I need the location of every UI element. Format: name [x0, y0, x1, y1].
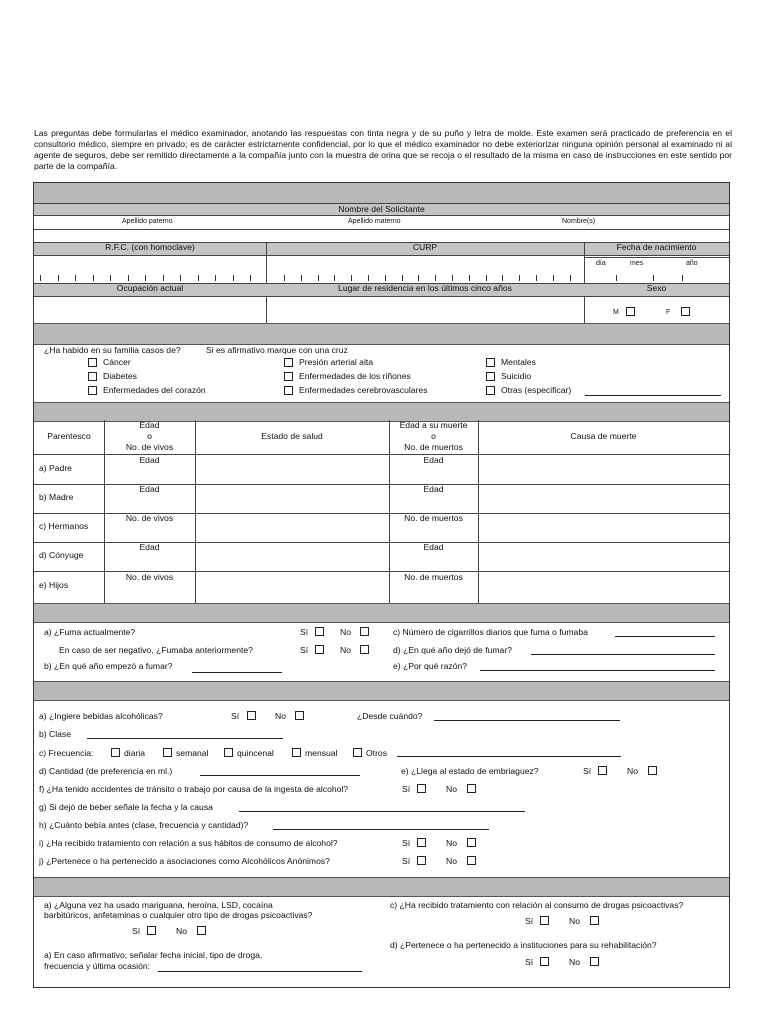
frequency-checkbox[interactable]	[292, 748, 301, 757]
alcohol-q-since: ¿Desde cuándo?	[357, 711, 423, 721]
alcohol-g-line[interactable]	[239, 811, 525, 812]
medical-form	[33, 182, 730, 988]
drugs-a-no-label: No	[176, 926, 187, 936]
col-header-edad-muerte-3: No. de muertos	[404, 442, 463, 452]
label-mes: mes	[630, 260, 644, 267]
curp-tick	[536, 275, 537, 281]
smoking-a2-no-checkbox[interactable]	[360, 645, 369, 654]
relative-right-hint: Edad	[423, 455, 444, 465]
curp-tick	[301, 275, 302, 281]
date-subheader-line	[584, 257, 729, 258]
family-history-checkbox[interactable]	[486, 372, 495, 381]
alcohol-e-no-checkbox[interactable]	[648, 766, 657, 775]
curp-tick	[402, 275, 403, 281]
curp-tick	[334, 275, 335, 281]
drugs-a-no-checkbox[interactable]	[197, 926, 206, 935]
label-apellido-paterno: Apellido paterno	[122, 218, 173, 225]
drugs-d-no-label: No	[569, 957, 580, 967]
frequency-option-label: quincenal	[237, 748, 274, 758]
drugs-c-si-checkbox[interactable]	[540, 916, 549, 925]
family-history-checkbox[interactable]	[284, 358, 293, 367]
family-history-option: Diabetes	[103, 371, 137, 381]
alcohol-a-si-checkbox[interactable]	[247, 711, 256, 720]
drugs-c-no-label: No	[569, 916, 580, 926]
alcohol-a-no-checkbox[interactable]	[295, 711, 304, 720]
rfc-tick	[163, 275, 164, 281]
curp-tick	[570, 275, 571, 281]
label-apellido-materno: Apellido materno	[348, 218, 401, 225]
section-band-smoking	[34, 603, 729, 623]
smoking-a-si-checkbox[interactable]	[315, 627, 324, 636]
sexo-f-checkbox[interactable]	[681, 307, 690, 316]
rfc-tick	[250, 275, 251, 281]
alcohol-since-line[interactable]	[434, 720, 620, 721]
label-sexo-m: M	[613, 309, 619, 316]
smoking-a-si-label: Sí	[300, 627, 309, 637]
alcohol-a-no-label: No	[275, 711, 286, 721]
curp-tick	[469, 275, 470, 281]
alcohol-q-e: e) ¿Llega al estado de embriaguez?	[401, 766, 539, 776]
smoking-q-b: b) ¿En qué año empezó a fumar?	[44, 661, 173, 671]
family-history-option: Enfermedades cerebrovasculares	[299, 385, 428, 395]
intro-paragraph: Las preguntas debe formularlas el médico examinador, anotando las respuestas con tinta negra y de su puño y letra de molde. Este examen será practicado de preferencia en el consultorio médico, siempre en privado; es de carácter estrictamente confidencial, por lo que el médico examinador no debe exteriorizar ninguna opinión personal al examinado ni al agente de seguros, debe ser remitido directamente a la compañía junto con la muestra de orina que se recoja o el resultado de la misma en caso de instrucciones en este sentido por parte de la compañía.	[34, 128, 732, 171]
section-band-family	[34, 323, 729, 345]
relative-row-label: e) Hijos	[39, 580, 69, 590]
rfc-tick	[58, 275, 59, 281]
col-header-causa-muerte: Causa de muerte	[570, 431, 637, 441]
label-rfc: R.F.C. (con homoclave)	[105, 242, 195, 252]
drugs-q-a-2: barbitúricos, anfetaminas o cualquier otro tipo de drogas psicoactivas?	[44, 910, 313, 920]
smoking-a2-si-checkbox[interactable]	[315, 645, 324, 654]
family-history-checkbox[interactable]	[88, 358, 97, 367]
drugs-q-d: d) ¿Pertenece o ha pertenecido a instituciones para su rehabilitación?	[390, 940, 657, 950]
label-nombres: Nombre(s)	[562, 218, 596, 225]
curp-tick	[318, 275, 319, 281]
alcohol-d-line[interactable]	[200, 775, 360, 776]
alcohol-a-si-label: Sí	[231, 711, 240, 721]
drugs-q-c: c) ¿Ha recibido tratamiento con relación al consumo de drogas psicoactivas?	[390, 900, 684, 910]
smoking-a-no-label: No	[340, 627, 351, 637]
curp-tick	[351, 275, 352, 281]
alcohol-j-si-checkbox[interactable]	[417, 856, 426, 865]
drugs-q-b-1: a) En caso afirmativo; señalar fecha inicial, tipo de droga,	[44, 950, 263, 960]
label-sexo: Sexo	[646, 283, 667, 293]
curp-tick	[368, 275, 369, 281]
col-header-edad-muerte-2: o	[431, 431, 436, 441]
relative-right-hint: No. de muertos	[404, 513, 463, 523]
family-history-option: Suicidio	[501, 371, 532, 381]
rfc-tick	[93, 275, 94, 281]
curp-tick	[284, 275, 285, 281]
curp-tick	[435, 275, 436, 281]
alcohol-b-line[interactable]	[87, 738, 283, 739]
smoking-q-d: d) ¿En qué año dejó de fumar?	[393, 645, 512, 655]
relative-row-label: a) Padre	[39, 463, 72, 473]
frequency-option-label: Otros	[366, 748, 388, 758]
alcohol-q-f: f) ¿Ha tenido accidentes de tránsito o trabajo por causa de la ingesta de alcohol?	[39, 784, 349, 794]
relative-row-label: c) Hermanos	[39, 521, 89, 531]
alcohol-q-a: a) ¿Ingiere bebidas alcohólicas?	[39, 711, 163, 721]
family-history-checkbox[interactable]	[88, 386, 97, 395]
col-header-parentesco: Parentesco	[47, 431, 91, 441]
curp-tick	[553, 275, 554, 281]
relative-row-label: b) Madre	[39, 492, 74, 502]
col-header-edad-3: No. de vivos	[125, 442, 174, 452]
rfc-tick	[75, 275, 76, 281]
alcohol-j-no-label: No	[446, 856, 457, 866]
curp-tick	[502, 275, 503, 281]
smoking-a-no-checkbox[interactable]	[360, 627, 369, 636]
alcohol-e-si-label: Sí	[583, 766, 592, 776]
relative-left-hint: No. de vivos	[125, 572, 174, 582]
smoking-e-line[interactable]	[480, 670, 715, 671]
label-ano: año	[686, 260, 698, 267]
drugs-a-si-label: Sí	[132, 926, 141, 936]
curp-tick	[486, 275, 487, 281]
label-residencia: Lugar de residencia en los últimos cinco años	[338, 283, 512, 293]
alcohol-q-d: d) Cantidad (de preferencia en ml.)	[39, 766, 173, 776]
rfc-tick	[110, 275, 111, 281]
alcohol-i-si-checkbox[interactable]	[417, 838, 426, 847]
label-dia: día	[596, 260, 606, 267]
family-history-checkbox[interactable]	[486, 358, 495, 367]
frequency-option-label: semanal	[176, 748, 209, 758]
drugs-d-no-checkbox[interactable]	[590, 957, 599, 966]
relative-right-hint: Edad	[423, 484, 444, 494]
family-history-option: Otras (especificar)	[501, 385, 572, 395]
alcohol-f-si-label: Sí	[402, 784, 411, 794]
family-history-checkbox[interactable]	[284, 386, 293, 395]
family-history-checkbox[interactable]	[88, 372, 97, 381]
alcohol-e-si-checkbox[interactable]	[598, 766, 607, 775]
alcohol-q-b: b) Clase	[39, 729, 71, 739]
alcohol-j-no-checkbox[interactable]	[467, 856, 476, 865]
section-band-relatives	[34, 402, 729, 422]
family-history-checkbox[interactable]	[486, 386, 495, 395]
drugs-q-b-2: frecuencia y última ocasión:	[44, 961, 151, 971]
section-band-drugs	[34, 877, 729, 897]
frequency-option-label: mensual	[305, 748, 338, 758]
relative-left-hint: Edad	[139, 542, 160, 552]
smoking-q-a2: En caso de ser negativo, ¿Fumaba anteriormente?	[59, 645, 253, 655]
alcohol-i-no-checkbox[interactable]	[467, 838, 476, 847]
col-header-estado-salud: Estado de salud	[261, 431, 323, 441]
smoking-a2-si-label: Sí	[300, 645, 309, 655]
curp-tick	[452, 275, 453, 281]
alcohol-j-si-label: Sí	[402, 856, 411, 866]
alcohol-q-c: c) Frecuencia:	[39, 748, 94, 758]
date-tick	[682, 275, 683, 281]
curp-tick	[519, 275, 520, 281]
family-history-option: Presión arterial alta	[299, 357, 374, 367]
rfc-tick	[233, 275, 234, 281]
alcohol-q-i: i) ¿Ha recibido tratamiento con relación a sus hábitos de consumo de alcohol?	[39, 838, 338, 848]
family-history-option: Cáncer	[103, 357, 131, 367]
rfc-tick	[180, 275, 181, 281]
sexo-m-checkbox[interactable]	[626, 307, 635, 316]
drugs-q-a-1: a) ¿Alguna vez ha usado mariguana, heroína, LSD, cocaína	[44, 900, 273, 910]
rfc-tick	[40, 275, 41, 281]
family-history-option: Mentales	[501, 357, 536, 367]
relative-left-hint: Edad	[139, 484, 160, 494]
smoking-b-line[interactable]	[192, 672, 282, 673]
relative-right-hint: Edad	[423, 542, 444, 552]
family-history-checkbox[interactable]	[284, 372, 293, 381]
alcohol-h-line[interactable]	[273, 829, 489, 830]
col-header-edad-muerte-1: Edad a su muerte	[399, 420, 468, 430]
drugs-a-si-checkbox[interactable]	[147, 926, 156, 935]
label-fecha-nacimiento: Fecha de nacimiento	[616, 242, 697, 252]
frequency-option-label: diaria	[124, 748, 146, 758]
smoking-a2-no-label: No	[340, 645, 351, 655]
smoking-d-line[interactable]	[531, 654, 715, 655]
relative-left-hint: No. de vivos	[125, 513, 174, 523]
smoking-q-e: e) ¿Por qué razón?	[393, 661, 468, 671]
alcohol-i-no-label: No	[446, 838, 457, 848]
alcohol-q-j: j) ¿Pertenece o ha pertenecido a asociaciones como Alcohólicos Anónimos?	[39, 856, 330, 866]
curp-tick	[418, 275, 419, 281]
alcohol-f-no-label: No	[446, 784, 457, 794]
frequency-checkbox[interactable]	[163, 748, 172, 757]
curp-tick	[385, 275, 386, 281]
relative-left-hint: Edad	[139, 455, 160, 465]
family-instruction: Si es afirmativo marque con una cruz	[206, 345, 348, 355]
relative-right-hint: No. de muertos	[404, 572, 463, 582]
date-tick	[653, 275, 654, 281]
family-history-option: Enfermedades de los riñones	[299, 371, 411, 381]
alcohol-f-no-checkbox[interactable]	[467, 784, 476, 793]
alcohol-f-si-checkbox[interactable]	[417, 784, 426, 793]
alcohol-q-h: h) ¿Cuánto bebía antes (clase, frecuencia y cantidad)?	[39, 820, 249, 830]
frequency-checkbox[interactable]	[224, 748, 233, 757]
rfc-tick	[145, 275, 146, 281]
col-header-edad-2: o	[147, 431, 152, 441]
drugs-c-si-label: Sí	[525, 916, 534, 926]
drugs-b-line[interactable]	[158, 971, 362, 972]
alcohol-i-si-label: Sí	[402, 838, 411, 848]
smoking-c-line[interactable]	[615, 636, 715, 637]
drugs-d-si-label: Sí	[525, 957, 534, 967]
otras-specify-line[interactable]	[585, 395, 721, 396]
relative-row-label: d) Cónyuge	[39, 550, 84, 560]
section-band-alcohol	[34, 681, 729, 701]
label-ocupacion: Ocupación actual	[116, 283, 184, 293]
smoking-q-a: a) ¿Fuma actualmente?	[44, 627, 136, 637]
frequency-checkbox[interactable]	[111, 748, 120, 757]
section-band-applicant	[34, 183, 729, 204]
label-curp: CURP	[412, 242, 438, 252]
alcohol-otros-line[interactable]	[397, 756, 621, 757]
alcohol-q-g: g) Si dejó de beber señale la fecha y la causa	[39, 802, 213, 812]
date-tick	[616, 275, 617, 281]
applicant-name-header: Nombre del Solicitante	[34, 203, 729, 216]
rfc-tick	[198, 275, 199, 281]
drugs-d-si-checkbox[interactable]	[540, 957, 549, 966]
smoking-q-c: c) Número de cigarrillos diarios que fuma o fumaba	[393, 627, 588, 637]
col-header-edad-1: Edad	[139, 420, 160, 430]
label-sexo-f: F	[666, 309, 671, 316]
rfc-tick	[215, 275, 216, 281]
family-question: ¿Ha habido en su familia casos de?	[44, 345, 181, 355]
frequency-checkbox[interactable]	[353, 748, 362, 757]
alcohol-e-no-label: No	[627, 766, 638, 776]
rfc-tick	[128, 275, 129, 281]
family-history-option: Enfermedades del corazón	[103, 385, 206, 395]
drugs-c-no-checkbox[interactable]	[590, 916, 599, 925]
